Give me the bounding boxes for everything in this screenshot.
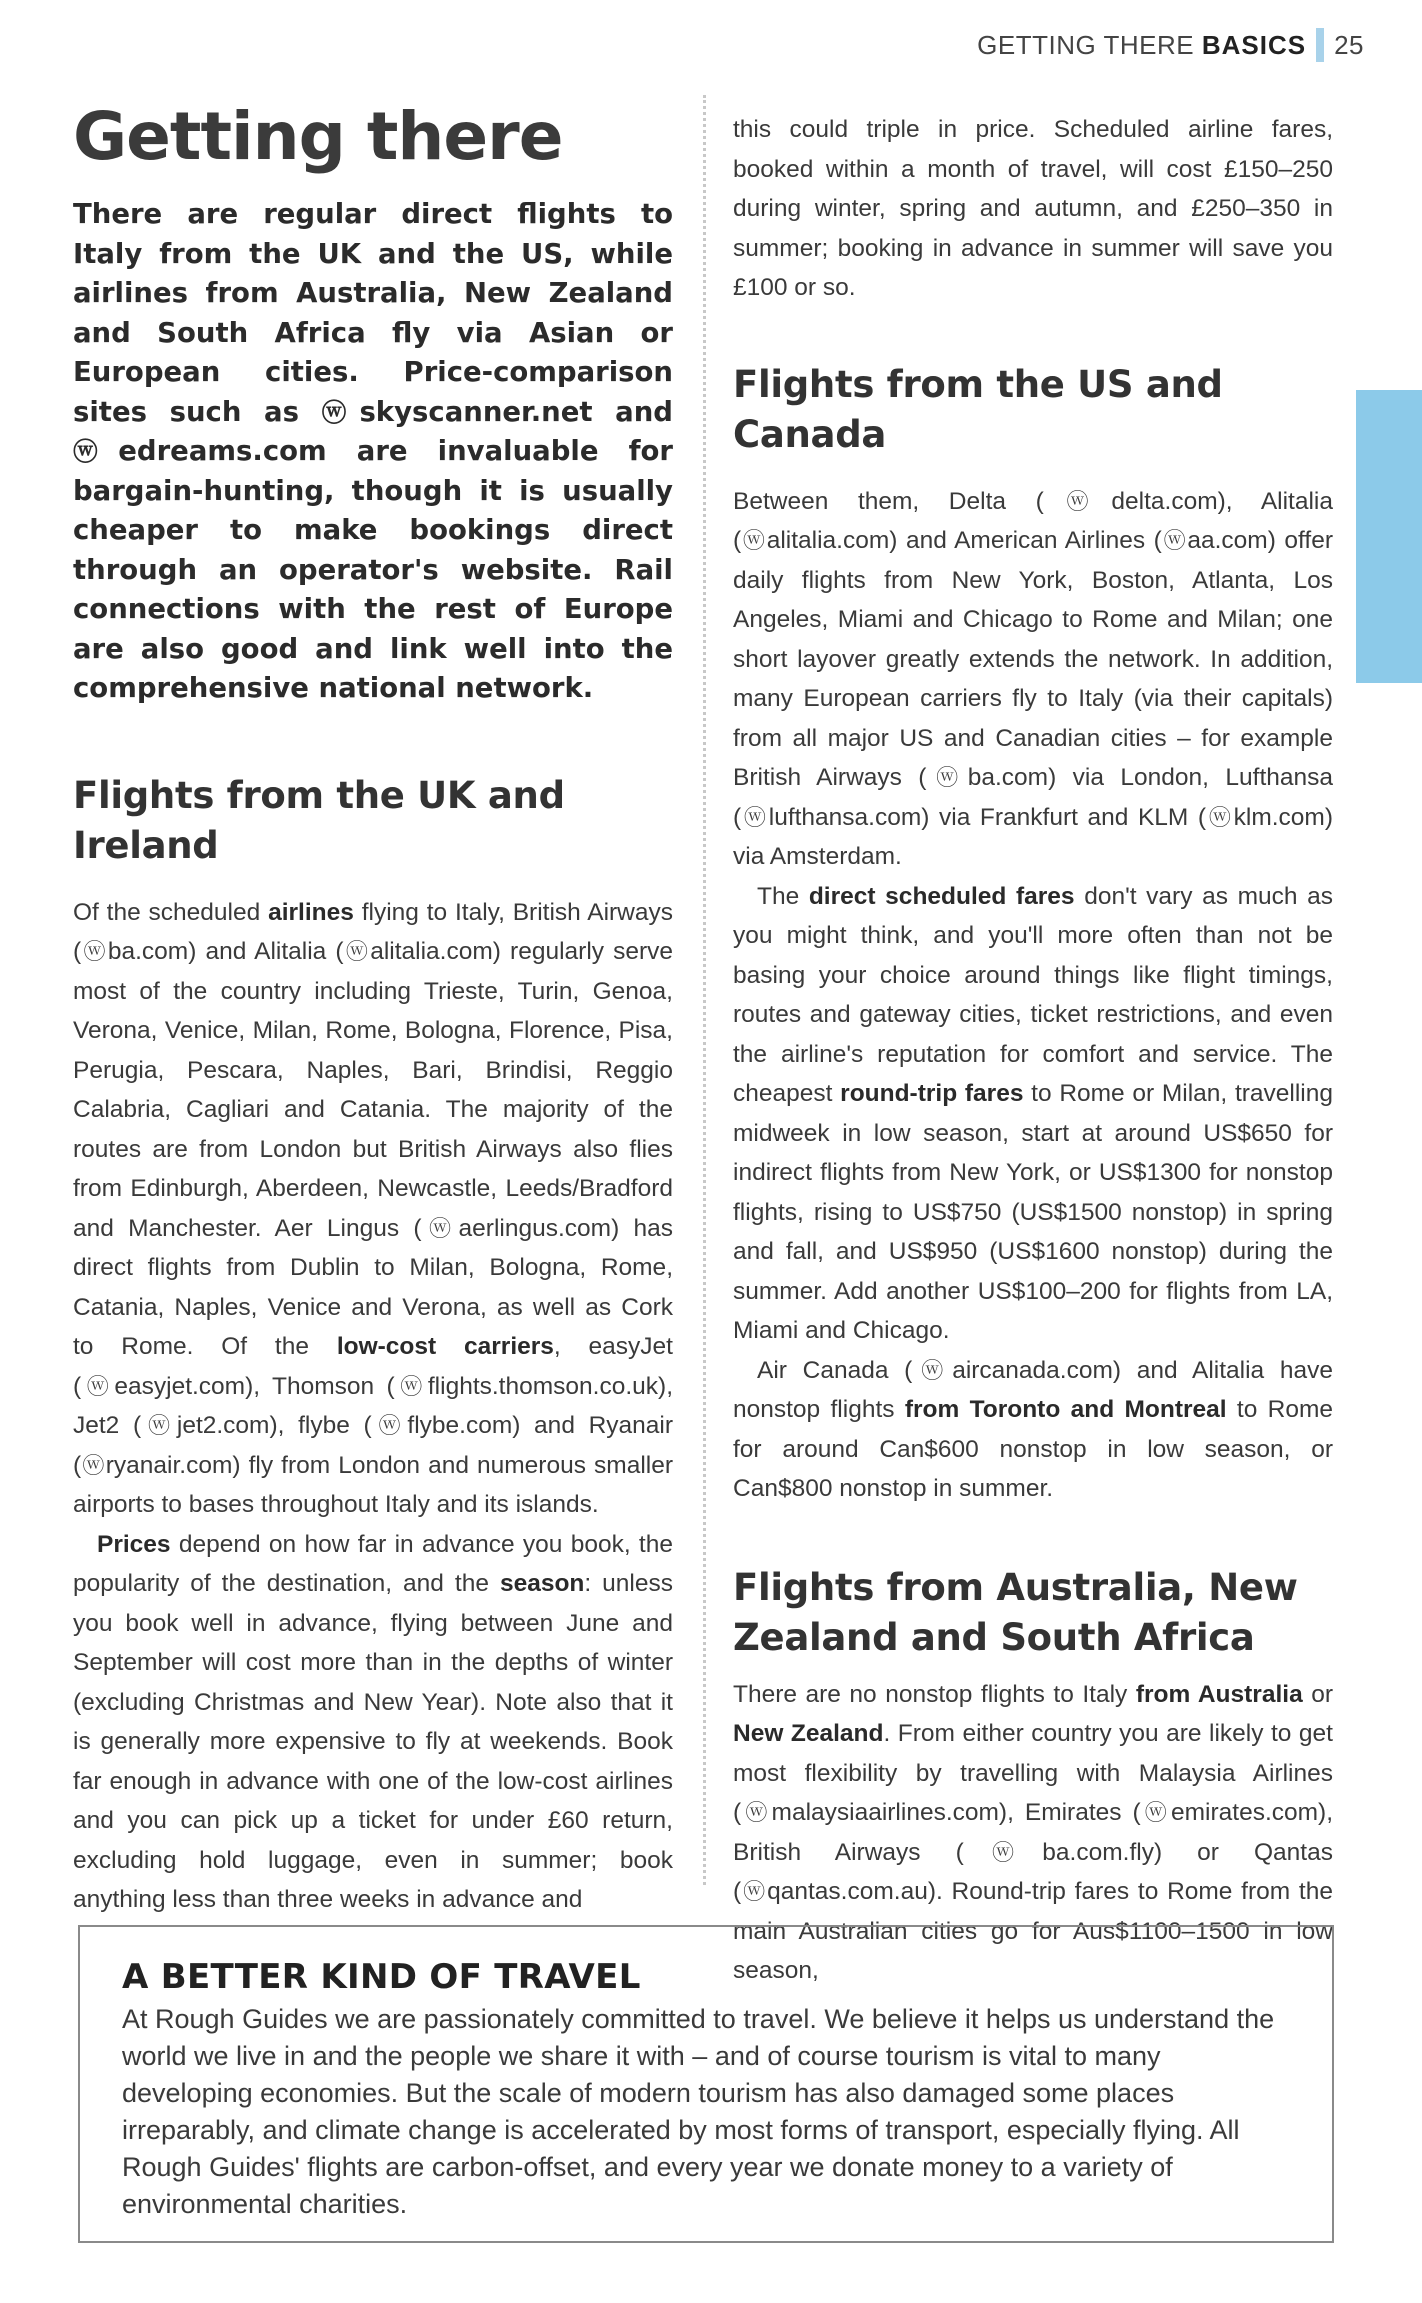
website-icon: ⓦ: [394, 1373, 428, 1399]
website-link[interactable]: aa.com: [1187, 527, 1268, 554]
website-icon: ⓦ: [912, 1357, 953, 1383]
website-icon: ⓦ: [141, 1413, 177, 1438]
bold-term: season: [499, 1570, 585, 1597]
website-link[interactable]: ba.com.fly: [1042, 1838, 1154, 1866]
website-icon: ⓦ: [343, 939, 371, 964]
intro-paragraph: There are regular direct flights to Italy from the UK and the US, while airlines from Australia, New Zealand and South Africa fly via Asian or European cities. Price-comparison sites such as ⓦskyscanner.net and ⓦedreams.com are invaluable for bargain-hunting, though it is usually cheaper to make bookings direct through an operator's website. Rail connections with the rest of Europe are also good and link well into the comprehensive national network.: [73, 198, 673, 704]
website-icon: ⓦ: [741, 1879, 768, 1904]
website-icon: ⓦ: [741, 1800, 772, 1825]
website-link[interactable]: qantas.com.au: [767, 1878, 928, 1905]
header-category: BASICS: [1201, 29, 1307, 60]
running-header: [977, 28, 1364, 62]
box-heading: A BETTER KIND OF TRAVEL: [122, 1957, 641, 1997]
uk-paragraph-airlines: Of the scheduled airlines flying to Italy, British Airways (ⓦba.com) and Alitalia (ⓦalitalia.com) regularly serve most of the country including Trieste, Turin, Genoa, Verona, Venice, Milan, Rome, Bologna, Florence, Pisa, Perugia, Pescara, Naples, Bari, Brindisi, Reggio Calabria, Cagliari and Catania. The majority of the routes are from London but British Airways also flies from Edinburgh, Aberdeen, Newcastle, Leeds/Bradford and Manchester. Aer Lingus (ⓦaerlingus.com) has direct flights from Dublin to Milan, Bologna, Rome, Catania, Naples, Venice and Verona, as well as Cork to Rome. Of the low-cost carriers, easyJet (ⓦeasyjet.com), Thomson (ⓦflights.thomson.co.uk), Jet2 (ⓦjet2.com), flybe (ⓦflybe.com) and Ryanair (ⓦryanair.com) fly from London and numerous smaller airports to bases throughout Italy and its islands.: [73, 898, 674, 1518]
website-icon: ⓦ: [1206, 804, 1234, 830]
page-number: 25: [1334, 29, 1364, 60]
continued-paragraph: this could triple in price. Scheduled airline fares, booked within a month of travel, will cost £150–250 during winter, spring and autumn, and £250–350 in summer; booking in advance in summer will save you £100 or so.: [733, 116, 1333, 301]
website-icon: ⓦ: [81, 1452, 106, 1478]
website-link[interactable]: lufthansa.com: [768, 803, 922, 831]
website-link[interactable]: edreams.com: [118, 435, 327, 467]
right-column: [733, 110, 1333, 1991]
website-link[interactable]: emirates.com: [1171, 1799, 1319, 1826]
better-travel-box: [78, 1925, 1334, 2243]
website-icon: ⓦ: [73, 437, 119, 466]
website-link[interactable]: skyscanner.net: [359, 395, 593, 428]
box-text: At Rough Guides we are passionately committed to travel. We believe it helps us understand the world we live in and the people we share it with – and of course tourism is vital to many developing economies. But the scale of modern tourism has also damaged some places irreparably, and climate change is accelerated by most forms of transport, especially flying. All Rough Guides' flights are carbon-offset, and every year we donate money to a variety of environmental charities.: [122, 2004, 1275, 2219]
bold-term: Prices: [97, 1530, 171, 1558]
header-divider: [1316, 28, 1324, 62]
website-link[interactable]: aerlingus.com: [458, 1214, 612, 1242]
website-link[interactable]: ba.com: [967, 764, 1049, 791]
website-icon: ⓦ: [371, 1413, 408, 1438]
website-icon: ⓦ: [321, 397, 360, 427]
page-title: Getting there: [73, 98, 563, 175]
website-link[interactable]: alitalia.com: [766, 527, 890, 554]
bold-term: airlines: [268, 898, 354, 926]
section-thumb-tab: [1356, 390, 1422, 683]
heading-us-canada: Flights from the US and Canada: [733, 362, 1223, 456]
website-link[interactable]: ba.com: [107, 938, 189, 965]
website-icon: ⓦ: [926, 765, 968, 790]
website-link[interactable]: aircanada.com: [952, 1356, 1113, 1384]
us-paragraph-carriers: Between them, Delta (ⓦdelta.com), Alitalia (ⓦalitalia.com) and American Airlines (ⓦaa.com) offer daily flights from New York, Boston, Atlanta, Los Angeles, Miami and Chicago to Rome and Milan; one short layover greatly extends the network. In addition, many European carriers fly to Italy (via their capitals) from all major US and Canadian cities – for example British Airways (ⓦba.com) via London, Lufthansa (ⓦlufthansa.com) via Frankfurt and KLM (ⓦklm.com) via Amsterdam.: [733, 487, 1334, 870]
website-icon: ⓦ: [741, 528, 767, 553]
website-link[interactable]: jet2.com: [176, 1412, 270, 1439]
website-link[interactable]: klm.com: [1233, 803, 1325, 831]
header-section-text: GETTING THERE: [977, 29, 1195, 60]
website-link[interactable]: malaysiaairlines.com: [771, 1799, 999, 1826]
website-icon: ⓦ: [1161, 528, 1188, 553]
website-link[interactable]: flybe.com: [407, 1412, 513, 1439]
website-link[interactable]: delta.com: [1111, 487, 1218, 515]
us-paragraph-canada: Air Canada (ⓦaircanada.com) and Alitalia have nonstop flights from Toronto and Montreal to Rome for around Can$600 nonstop in low season, or Can$800 nonstop in summer.: [733, 1356, 1334, 1502]
bold-term: New Zealand: [733, 1720, 884, 1747]
bold-term: from Toronto and Montreal: [904, 1396, 1227, 1423]
us-paragraph-fares: The direct scheduled fares don't vary as much as you might think, and you'll more often than not be basing your choice around things like flight timings, routes and gateway cities, ticket restrictions, and even the airline's reputation for comfort and service. The cheapest round-trip fares to Rome or Milan, travelling midweek in low season, start at around US$650 for indirect flights from New York, or US$1300 for nonstop flights, rising to US$750 (US$1500 nonstop) in spring and fall, and US$950 (US$1600 nonstop) during the summer. Add another US$100–200 for flights from LA, Miami and Chicago.: [733, 882, 1333, 1344]
website-link[interactable]: flights.thomson.co.uk: [427, 1372, 659, 1400]
left-column: [73, 98, 673, 1920]
heading-uk-ireland: Flights from the UK and Ireland: [73, 773, 565, 867]
bold-term: direct scheduled fares: [808, 882, 1075, 910]
heading-australia-nz-sa: Flights from Australia, New Zealand and South Africa: [733, 1565, 1298, 1659]
website-icon: ⓦ: [1140, 1800, 1171, 1825]
uk-paragraph-prices: Prices depend on how far in advance you book, the popularity of the destination, and the season: unless you book well in advance, flying between June and September will cost more than in the depths of winter (excluding Christmas and New Year). Note also that it is generally more expensive to fly at weekends. Book far enough in advance with one of the low-cost airlines and you can pick up a ticket for under £60 return, excluding hold luggage, even in summer; book anything less than three weeks in advance and: [73, 1530, 673, 1913]
au-paragraph: There are no nonstop flights to Italy from Australia or New Zealand. From either country you are likely to get most flexibility by travelling with Malaysia Airlines (ⓦmalaysiaairlines.com), Emirates (ⓦemirates.com), British Airways (ⓦba.com.fly) or Qantas (ⓦqantas.com.au). Round-trip fares to Rome from the main Australian cities go for Aus$1100–1500 in low season,: [733, 1680, 1334, 1984]
website-icon: ⓦ: [1043, 488, 1112, 514]
website-icon: ⓦ: [421, 1215, 459, 1241]
website-link[interactable]: easyjet.com: [114, 1372, 246, 1400]
website-link[interactable]: alitalia.com: [370, 938, 493, 965]
bold-term: low-cost carriers: [336, 1333, 554, 1360]
website-icon: ⓦ: [81, 1373, 115, 1399]
column-divider: [703, 95, 706, 1885]
website-icon: ⓦ: [741, 804, 769, 830]
header-section: [977, 30, 1306, 61]
website-icon: ⓦ: [963, 1839, 1043, 1865]
website-icon: ⓦ: [81, 939, 108, 964]
bold-term: from Australia: [1135, 1680, 1303, 1708]
bold-term: round-trip fares: [840, 1080, 1024, 1107]
website-link[interactable]: ryanair.com: [105, 1451, 233, 1479]
